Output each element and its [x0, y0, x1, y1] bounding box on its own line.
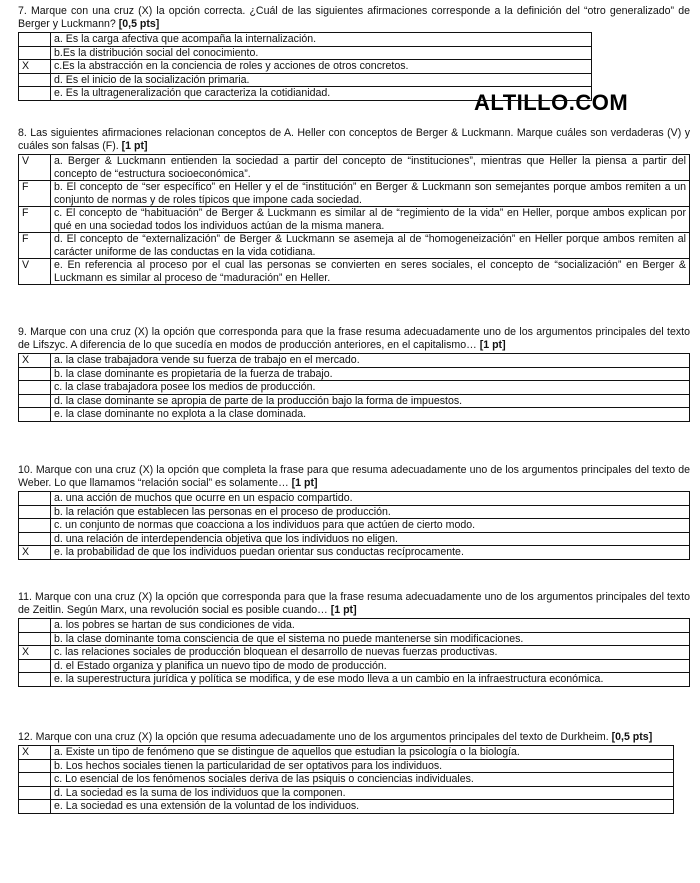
points-label: [1 pt] [330, 604, 357, 616]
answer-mark: V [19, 259, 51, 285]
answer-mark [19, 659, 51, 673]
option-row[interactable] [19, 759, 674, 773]
question-stem: 10. Marque con una cruz (X) la opción que completa la frase para que resuma adecuadamente uno de los argumentos principales del texto de Weber. Lo que llamamos “relación social” es solamente… [1 pt] [18, 464, 690, 489]
option-row[interactable] [19, 408, 690, 422]
option-row[interactable] [19, 33, 592, 47]
option-text: c. la clase trabajadora posee los medios de producción. [51, 381, 690, 395]
option-text: d. la clase dominante se apropia de parte de la producción bajo la forma de impuestos. [51, 394, 690, 408]
option-text: d. una relación de interdependencia objetiva que los individuos no eligen. [51, 532, 690, 546]
option-row[interactable] [19, 87, 592, 101]
option-row[interactable] [19, 519, 690, 533]
question-7 [18, 5, 690, 101]
options-table [18, 745, 674, 814]
option-row[interactable] [19, 46, 592, 60]
answer-mark [19, 73, 51, 87]
answer-mark: F [19, 233, 51, 259]
option-text: a. los pobres se hartan de sus condiciones de vida. [51, 619, 690, 633]
option-text: c.Es la abstracción en la conciencia de roles y acciones de otros concretos. [51, 60, 592, 74]
option-row[interactable] [19, 659, 690, 673]
option-row[interactable] [19, 233, 690, 259]
question-stem: 7. Marque con una cruz (X) la opción correcta. ¿Cuál de las siguientes afirmaciones corresponde a la definición del “otro generalizado” de Berger y Luckmann? [0,5 pts] [18, 5, 690, 30]
option-text: c. El concepto de “habituación” de Berger & Luckmann es similar al de “regimiento de la vida” en Heller, porque ambos explican por qué en una sociedad todos los individuos actúan de la misma manera. [51, 207, 690, 233]
answer-mark: X [19, 746, 51, 760]
question-12 [18, 731, 690, 814]
option-text: a. la clase trabajadora vende su fuerza de trabajo en el mercado. [51, 354, 690, 368]
answer-mark [19, 773, 51, 787]
option-row[interactable] [19, 381, 690, 395]
option-row[interactable] [19, 632, 690, 646]
options-table [18, 618, 690, 687]
answer-mark [19, 632, 51, 646]
option-text: b. la relación que establecen las personas en el proceso de producción. [51, 505, 690, 519]
answer-mark [19, 800, 51, 814]
points-label: [0,5 pts] [118, 18, 160, 30]
points-label: [0,5 pts] [611, 731, 653, 743]
option-text: c. las relaciones sociales de producción bloquean el desarrollo de nuevas fuerzas productivas. [51, 646, 690, 660]
option-row[interactable] [19, 394, 690, 408]
option-row[interactable] [19, 773, 674, 787]
question-stem: 12. Marque con una cruz (X) la opción que resuma adecuadamente uno de los argumentos principales del texto de Durkheim. [0,5 pts] [18, 731, 653, 743]
option-text: b. Los hechos sociales tienen la particularidad de ser optativos para los individuos. [51, 759, 674, 773]
answer-mark [19, 367, 51, 381]
option-row[interactable] [19, 619, 690, 633]
option-text: a. Berger & Luckmann entienden la sociedad a partir del concepto de “instituciones”, mientras que Heller la piensa a partir del concepto de “estructura socioeconómica”. [51, 155, 690, 181]
option-text: d. La sociedad es la suma de los individuos que la componen. [51, 786, 674, 800]
answer-mark: V [19, 155, 51, 181]
option-row[interactable] [19, 181, 690, 207]
points-label: [1 pt] [121, 140, 148, 152]
question-10 [18, 464, 690, 560]
option-text: c. un conjunto de normas que coacciona a los individuos para que actúen de cierto modo. [51, 519, 690, 533]
option-text: e. la clase dominante no explota a la clase dominada. [51, 408, 690, 422]
option-text: d. el Estado organiza y planifica un nuevo tipo de modo de producción. [51, 659, 690, 673]
question-11 [18, 591, 690, 687]
option-row[interactable] [19, 673, 690, 687]
answer-mark [19, 87, 51, 101]
option-row[interactable] [19, 207, 690, 233]
answer-mark [19, 394, 51, 408]
option-row[interactable] [19, 505, 690, 519]
option-text: e. En referencia al proceso por el cual las personas se convierten en seres sociales, el concepto de “socialización” en Berger & Luckmann es similar al proceso de “maduración” en Heller. [51, 259, 690, 285]
answer-mark [19, 519, 51, 533]
answer-mark: F [19, 181, 51, 207]
option-text: e. la superestructura jurídica y política se modifica, y de ese modo lleva a un cambio en la infraestructura económica. [51, 673, 690, 687]
points-label: [1 pt] [291, 477, 318, 489]
points-label: [1 pt] [479, 339, 506, 351]
question-stem: 9. Marque con una cruz (X) la opción que corresponda para que la frase resuma adecuadamente uno de los argumentos principales del texto de Lifszyc. A diferencia de lo que sucedía en modos de producción anteriores, en el capitalismo… [1 pt] [18, 326, 690, 351]
answer-mark [19, 619, 51, 633]
option-text: a. una acción de muchos que ocurre en un espacio compartido. [51, 492, 690, 506]
options-table [18, 32, 592, 101]
option-text: e. la probabilidad de que los individuos puedan orientar sus conductas recíprocamente. [51, 546, 690, 560]
answer-mark [19, 381, 51, 395]
option-row[interactable] [19, 259, 690, 285]
answer-mark [19, 786, 51, 800]
answer-mark: X [19, 60, 51, 74]
option-row[interactable] [19, 155, 690, 181]
option-text: d. Es el inicio de la socialización primaria. [51, 73, 592, 87]
answer-mark [19, 492, 51, 506]
option-text: e. Es la ultrageneralización que caracteriza la cotidianidad. [51, 87, 592, 101]
answer-mark: X [19, 354, 51, 368]
option-row[interactable] [19, 532, 690, 546]
option-text: b. la clase dominante toma consciencia de que el sistema no puede mantenerse sin modificaciones. [51, 632, 690, 646]
options-table [18, 154, 690, 285]
option-row[interactable] [19, 354, 690, 368]
options-table [18, 353, 690, 422]
question-stem: 8. Las siguientes afirmaciones relacionan conceptos de A. Heller con conceptos de Berger & Luckmann. Marque cuáles son verdaderas (V) y cuáles son falsas (F). [1 pt] [18, 127, 690, 152]
option-row[interactable] [19, 73, 592, 87]
option-row[interactable] [19, 546, 690, 560]
answer-mark [19, 505, 51, 519]
option-text: a. Es la carga afectiva que acompaña la internalización. [51, 33, 592, 47]
option-text: a. Existe un tipo de fenómeno que se distingue de aquellos que estudian la psicología o la biología. [51, 746, 674, 760]
question-8 [18, 127, 690, 285]
answer-mark [19, 673, 51, 687]
altillo-watermark: ALTILLO.COM [474, 90, 629, 115]
question-9 [18, 326, 690, 422]
options-table [18, 491, 690, 560]
answer-mark [19, 408, 51, 422]
option-text: d. El concepto de “externalización” de Berger & Luckmann se asemeja al de “homogeneización” en Heller porque ambos remiten al carácter uniforme de las conductas en la vida cotidiana. [51, 233, 690, 259]
option-text: b. la clase dominante es propietaria de la fuerza de trabajo. [51, 367, 690, 381]
answer-mark: X [19, 546, 51, 560]
answer-mark: F [19, 207, 51, 233]
answer-mark [19, 532, 51, 546]
answer-mark [19, 759, 51, 773]
answer-mark [19, 33, 51, 47]
answer-mark [19, 46, 51, 60]
option-row[interactable] [19, 646, 690, 660]
option-row[interactable] [19, 492, 690, 506]
question-stem: 11. Marque con una cruz (X) la opción que corresponda para que la frase resuma adecuadamente uno de los argumentos principales del texto de Zeitlin. Según Marx, una revolución social es posible cuando… [1 pt] [18, 591, 690, 616]
option-text: b.Es la distribución social del conocimiento. [51, 46, 592, 60]
option-row[interactable] [19, 60, 592, 74]
option-row[interactable] [19, 800, 674, 814]
option-text: e. La sociedad es una extensión de la voluntad de los individuos. [51, 800, 674, 814]
option-row[interactable] [19, 746, 674, 760]
option-text: c. Lo esencial de los fenómenos sociales deriva de las psiquis o conciencias individuales. [51, 773, 674, 787]
option-row[interactable] [19, 786, 674, 800]
answer-mark: X [19, 646, 51, 660]
option-text: b. El concepto de “ser específico” en Heller y el de “institución” en Berger & Luckmann son semejantes porque ambos remiten a un conjunto de normas y de roles típicos que impone cada sociedad. [51, 181, 690, 207]
option-row[interactable] [19, 367, 690, 381]
